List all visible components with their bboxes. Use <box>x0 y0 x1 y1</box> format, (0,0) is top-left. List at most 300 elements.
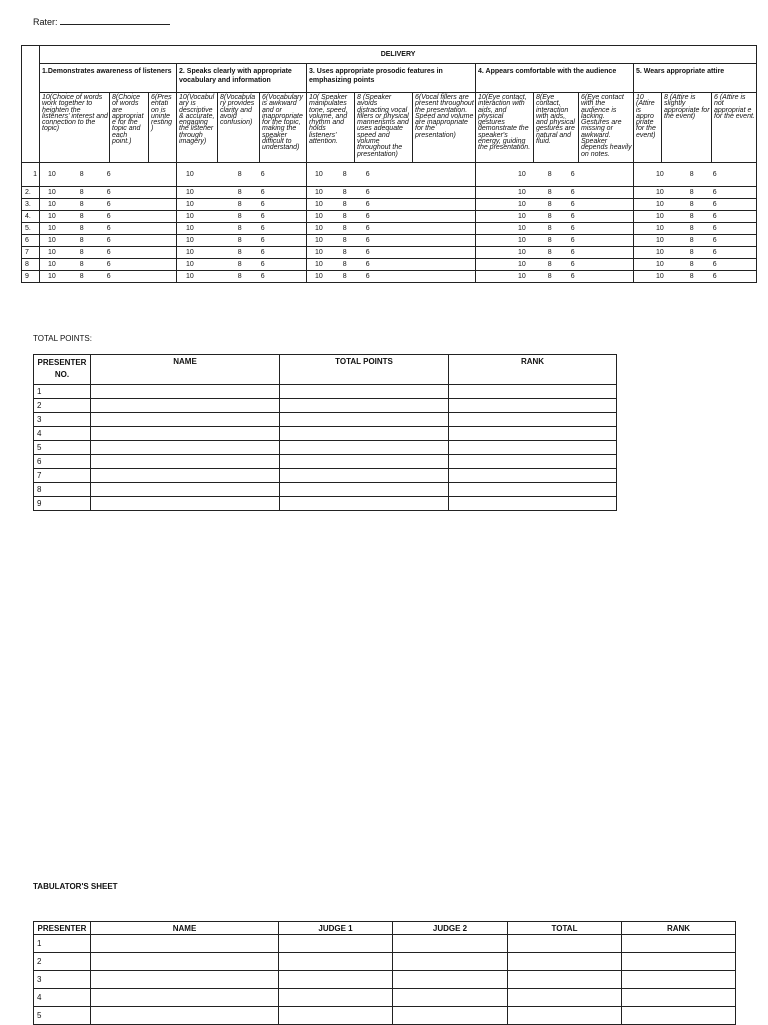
score-option[interactable]: 10 <box>656 213 664 220</box>
score-option[interactable]: 6 <box>570 225 575 232</box>
criterion-2-score-cell[interactable] <box>177 223 307 235</box>
criterion-3-score-cell[interactable] <box>307 199 476 211</box>
score-option[interactable]: 10 <box>518 171 526 178</box>
score-option[interactable]: 6 <box>365 225 370 232</box>
score-option[interactable]: 6 <box>365 261 370 268</box>
presenter-number: 7 <box>22 247 40 259</box>
score-option[interactable]: 6 <box>260 225 265 232</box>
criterion-4-score-cell[interactable] <box>476 199 634 211</box>
score-option[interactable]: 10 <box>315 201 323 208</box>
total-cell[interactable] <box>508 935 622 953</box>
score-option[interactable]: 6 <box>365 189 370 196</box>
score-option[interactable]: 10 <box>315 213 323 220</box>
score-option[interactable]: 8 <box>79 273 84 280</box>
score-option[interactable]: 10 <box>48 189 56 196</box>
criterion-4-score-cell[interactable] <box>476 259 634 271</box>
score-options <box>40 163 176 186</box>
criterion-2-score-cell[interactable] <box>177 271 307 283</box>
score-option[interactable]: 10 <box>518 213 526 220</box>
score-option[interactable]: 6 <box>260 213 265 220</box>
score-descriptor: 6 (Attire is not appropriat e for the event. <box>712 93 757 163</box>
score-row <box>22 199 757 211</box>
score-option[interactable]: 6 <box>106 171 111 178</box>
score-option[interactable]: 8 <box>79 213 84 220</box>
criterion-3-score-cell[interactable] <box>307 247 476 259</box>
presenter-number: 4 <box>34 427 91 441</box>
score-option[interactable]: 10 <box>518 189 526 196</box>
criterion-2-score-cell[interactable] <box>177 211 307 223</box>
criterion-4-score-cell[interactable] <box>476 235 634 247</box>
total-points-cell[interactable] <box>280 483 449 497</box>
judge-2-cell[interactable] <box>393 971 508 989</box>
criterion-2-score-cell[interactable] <box>177 259 307 271</box>
totals-header-3: RANK <box>449 355 617 385</box>
score-option[interactable]: 6 <box>570 171 575 178</box>
total-cell[interactable] <box>508 989 622 1007</box>
criterion-2-score-cell[interactable] <box>177 199 307 211</box>
name-cell[interactable] <box>91 953 279 971</box>
name-cell[interactable] <box>91 413 280 427</box>
score-option[interactable]: 6 <box>365 201 370 208</box>
total-cell[interactable] <box>508 1007 622 1025</box>
criterion-4-score-cell[interactable] <box>476 187 634 199</box>
judge-1-cell[interactable] <box>279 989 393 1007</box>
total-points-cell[interactable] <box>280 413 449 427</box>
judge-2-cell[interactable] <box>393 953 508 971</box>
score-option[interactable]: 6 <box>106 249 111 256</box>
presenter-number: 8 <box>34 483 91 497</box>
score-option[interactable]: 8 <box>547 189 552 196</box>
score-option[interactable]: 6 <box>570 189 575 196</box>
total-points-cell[interactable] <box>280 455 449 469</box>
criterion-4-score-cell[interactable] <box>476 271 634 283</box>
score-option[interactable]: 10 <box>315 237 323 244</box>
score-descriptor: 6(Pres entati on is uninte resting ) <box>149 93 177 163</box>
score-option[interactable]: 8 <box>79 201 84 208</box>
score-option[interactable]: 6 <box>365 237 370 244</box>
total-cell[interactable] <box>508 953 622 971</box>
score-option[interactable]: 6 <box>106 237 111 244</box>
score-option[interactable]: 8 <box>689 237 694 244</box>
score-option[interactable]: 10 <box>315 225 323 232</box>
score-option[interactable]: 8 <box>547 171 552 178</box>
criterion-3-score-cell[interactable] <box>307 271 476 283</box>
score-option[interactable]: 10 <box>656 273 664 280</box>
score-descriptor: 10(Eye contact, interaction with aids, and physical gestures demonstrate the speaker's energy, guiding the presentation. <box>476 93 534 163</box>
score-option[interactable]: 6 <box>260 201 265 208</box>
judge-2-cell[interactable] <box>393 935 508 953</box>
rank-cell[interactable] <box>622 953 736 971</box>
rater-line[interactable] <box>60 15 170 25</box>
criterion-3-score-cell[interactable] <box>307 235 476 247</box>
judge-2-cell[interactable] <box>393 989 508 1007</box>
score-descriptor: 8 (Speaker avoids distracting vocal fillers or physical mannerisms and uses adequate speed and volume throughout the presentation) <box>355 93 413 163</box>
score-option[interactable]: 6 <box>712 189 717 196</box>
total-points-cell[interactable] <box>280 469 449 483</box>
score-option[interactable]: 6 <box>260 237 265 244</box>
presenter-number: 2. <box>22 187 40 199</box>
score-options <box>177 199 306 210</box>
score-option[interactable]: 8 <box>689 213 694 220</box>
presenter-number: 9 <box>22 271 40 283</box>
score-option[interactable]: 6 <box>106 213 111 220</box>
score-option[interactable]: 8 <box>689 201 694 208</box>
judge-1-cell[interactable] <box>279 1007 393 1025</box>
score-option[interactable]: 8 <box>237 189 242 196</box>
criterion-4-score-cell[interactable] <box>476 163 634 187</box>
score-option[interactable]: 10 <box>186 273 194 280</box>
score-descriptor: 10( Speaker manipulates tone, speed, volume, and rhythm and holds listeners' attention. <box>307 93 355 163</box>
rank-cell[interactable] <box>449 497 617 511</box>
score-option[interactable]: 8 <box>237 273 242 280</box>
score-options <box>634 235 756 246</box>
name-cell[interactable] <box>91 935 279 953</box>
presenter-number: 3 <box>34 413 91 427</box>
criterion-2-score-cell[interactable] <box>177 235 307 247</box>
score-option[interactable]: 10 <box>186 201 194 208</box>
score-option[interactable]: 10 <box>315 273 323 280</box>
criterion-1-score-cell[interactable] <box>40 235 177 247</box>
score-option[interactable]: 8 <box>342 273 347 280</box>
criterion-5-score-cell[interactable] <box>634 211 757 223</box>
table-row <box>34 935 736 953</box>
score-option[interactable]: 10 <box>518 261 526 268</box>
score-option[interactable]: 6 <box>260 171 265 178</box>
score-option[interactable]: 8 <box>237 225 242 232</box>
score-option[interactable]: 8 <box>79 249 84 256</box>
rank-cell[interactable] <box>449 385 617 399</box>
name-cell[interactable] <box>91 971 279 989</box>
score-option[interactable]: 10 <box>518 273 526 280</box>
score-option[interactable]: 10 <box>518 201 526 208</box>
rank-cell[interactable] <box>622 935 736 953</box>
score-option[interactable]: 8 <box>689 273 694 280</box>
score-option[interactable]: 8 <box>237 171 242 178</box>
criterion-5-score-cell[interactable] <box>634 199 757 211</box>
score-option[interactable]: 8 <box>689 189 694 196</box>
score-option[interactable]: 10 <box>48 213 56 220</box>
presenter-number: 6 <box>34 455 91 469</box>
presenter-number: 7 <box>34 469 91 483</box>
name-cell[interactable] <box>91 497 280 511</box>
rank-cell[interactable] <box>622 971 736 989</box>
presenter-number: 3 <box>34 971 91 989</box>
rank-cell[interactable] <box>449 483 617 497</box>
score-option[interactable]: 8 <box>547 261 552 268</box>
score-option[interactable]: 8 <box>689 261 694 268</box>
criterion-2-score-cell[interactable] <box>177 247 307 259</box>
criterion-1-score-cell[interactable] <box>40 259 177 271</box>
score-option[interactable]: 8 <box>547 201 552 208</box>
name-cell[interactable] <box>91 469 280 483</box>
score-option[interactable]: 6 <box>712 261 717 268</box>
score-option[interactable]: 6 <box>260 273 265 280</box>
score-option[interactable]: 6 <box>365 171 370 178</box>
score-option[interactable]: 10 <box>518 237 526 244</box>
score-option[interactable]: 10 <box>48 171 56 178</box>
score-option[interactable]: 10 <box>518 249 526 256</box>
criterion-4: 4. Appears comfortable with the audience <box>476 64 634 93</box>
score-option[interactable]: 10 <box>186 171 194 178</box>
score-options <box>476 163 633 186</box>
criterion-1-score-cell[interactable] <box>40 163 177 187</box>
score-option[interactable]: 6 <box>260 249 265 256</box>
total-points-cell[interactable] <box>280 399 449 413</box>
score-option[interactable]: 10 <box>48 273 56 280</box>
judge-2-cell[interactable] <box>393 1007 508 1025</box>
criterion-5-score-cell[interactable] <box>634 271 757 283</box>
score-option[interactable]: 6 <box>365 249 370 256</box>
score-option[interactable]: 6 <box>712 249 717 256</box>
score-options <box>177 259 306 270</box>
judge-1-cell[interactable] <box>279 953 393 971</box>
score-option[interactable]: 10 <box>656 201 664 208</box>
rank-cell[interactable] <box>449 469 617 483</box>
criterion-5-score-cell[interactable] <box>634 163 757 187</box>
score-option[interactable]: 10 <box>656 225 664 232</box>
score-option[interactable]: 8 <box>79 171 84 178</box>
criterion-4-score-cell[interactable] <box>476 211 634 223</box>
score-option[interactable]: 6 <box>712 213 717 220</box>
presenter-number: 8 <box>22 259 40 271</box>
name-cell[interactable] <box>91 427 280 441</box>
criterion-1: 1.Demonstrates awareness of listeners <box>40 64 177 93</box>
score-option[interactable]: 6 <box>365 273 370 280</box>
criterion-4-score-cell[interactable] <box>476 223 634 235</box>
score-option[interactable]: 6 <box>106 201 111 208</box>
criterion-2-score-cell[interactable] <box>177 187 307 199</box>
rank-cell[interactable] <box>449 441 617 455</box>
criterion-2: 2. Speaks clearly with appropriate vocabulary and information <box>177 64 307 93</box>
rank-cell[interactable] <box>449 427 617 441</box>
score-option[interactable]: 10 <box>48 237 56 244</box>
score-options <box>177 211 306 222</box>
score-options <box>307 259 475 270</box>
score-descriptor: 10(Choice of words work together to heighten the listeners' interest and connection to the topic) <box>40 93 110 163</box>
total-points-cell[interactable] <box>280 385 449 399</box>
table-row <box>34 483 617 497</box>
score-option[interactable]: 6 <box>570 261 575 268</box>
name-cell[interactable] <box>91 385 280 399</box>
score-options <box>307 199 475 210</box>
score-option[interactable]: 10 <box>315 189 323 196</box>
score-option[interactable]: 8 <box>237 213 242 220</box>
score-option[interactable]: 6 <box>106 261 111 268</box>
name-cell[interactable] <box>91 989 279 1007</box>
tabulator-table <box>33 921 736 1025</box>
tabulator-header-2: JUDGE 1 <box>279 922 393 935</box>
rank-cell[interactable] <box>449 413 617 427</box>
score-option[interactable]: 10 <box>186 261 194 268</box>
score-option[interactable]: 8 <box>342 237 347 244</box>
total-points-cell[interactable] <box>280 441 449 455</box>
score-options <box>177 271 306 282</box>
table-row <box>34 953 736 971</box>
score-options <box>634 271 756 282</box>
score-option[interactable]: 8 <box>237 249 242 256</box>
score-option[interactable]: 10 <box>315 249 323 256</box>
criterion-1-score-cell[interactable] <box>40 247 177 259</box>
score-option[interactable]: 8 <box>342 213 347 220</box>
score-option[interactable]: 6 <box>570 213 575 220</box>
criterion-3-score-cell[interactable] <box>307 187 476 199</box>
criterion-5-score-cell[interactable] <box>634 259 757 271</box>
score-options <box>476 247 633 258</box>
judge-1-cell[interactable] <box>279 935 393 953</box>
score-option[interactable]: 8 <box>689 225 694 232</box>
presenter-number: 5 <box>34 1007 91 1025</box>
score-option[interactable]: 10 <box>186 213 194 220</box>
rank-cell[interactable] <box>622 989 736 1007</box>
criterion-2-score-cell[interactable] <box>177 163 307 187</box>
score-option[interactable]: 8 <box>547 237 552 244</box>
score-option[interactable]: 8 <box>689 171 694 178</box>
score-option[interactable]: 6 <box>712 201 717 208</box>
score-option[interactable]: 6 <box>260 189 265 196</box>
score-option[interactable]: 10 <box>48 249 56 256</box>
score-option[interactable]: 6 <box>365 213 370 220</box>
score-descriptor: 10 (Attire is appro priate for the event) <box>634 93 662 163</box>
score-option[interactable]: 10 <box>48 201 56 208</box>
criterion-5-score-cell[interactable] <box>634 223 757 235</box>
rater-field <box>33 15 170 27</box>
score-option[interactable]: 10 <box>656 261 664 268</box>
criterion-3-score-cell[interactable] <box>307 163 476 187</box>
score-descriptor: 8 (Attire is slightly appropriate for the event) <box>662 93 712 163</box>
score-option[interactable]: 10 <box>186 249 194 256</box>
score-option[interactable]: 6 <box>712 273 717 280</box>
score-option[interactable]: 8 <box>547 249 552 256</box>
score-option[interactable]: 6 <box>106 189 111 196</box>
rank-cell[interactable] <box>449 455 617 469</box>
table-row <box>34 455 617 469</box>
score-options <box>177 187 306 198</box>
score-options <box>634 199 756 210</box>
score-option[interactable]: 8 <box>237 201 242 208</box>
score-option[interactable]: 10 <box>186 189 194 196</box>
score-options <box>307 247 475 258</box>
presenter-number: 1 <box>34 935 91 953</box>
score-options <box>177 163 306 186</box>
score-option[interactable]: 10 <box>186 237 194 244</box>
score-option[interactable]: 10 <box>48 225 56 232</box>
score-option[interactable]: 10 <box>315 171 323 178</box>
criterion-1-score-cell[interactable] <box>40 187 177 199</box>
totals-header-0: PRESENTER NO. <box>34 355 91 385</box>
score-option[interactable]: 6 <box>260 261 265 268</box>
score-option[interactable]: 6 <box>712 225 717 232</box>
score-option[interactable]: 6 <box>570 237 575 244</box>
score-option[interactable]: 6 <box>106 225 111 232</box>
criterion-5-score-cell[interactable] <box>634 187 757 199</box>
judge-1-cell[interactable] <box>279 971 393 989</box>
criterion-3-score-cell[interactable] <box>307 223 476 235</box>
score-options <box>177 235 306 246</box>
score-option[interactable]: 8 <box>342 201 347 208</box>
score-option[interactable]: 8 <box>237 237 242 244</box>
score-option[interactable]: 10 <box>656 249 664 256</box>
score-descriptor: 6(Vocabulary is awkward and or inappropriate for the topic, making the speaker difficult to understand) <box>260 93 307 163</box>
score-options <box>307 271 475 282</box>
criterion-1-score-cell[interactable] <box>40 211 177 223</box>
score-option[interactable]: 8 <box>79 225 84 232</box>
score-option[interactable]: 8 <box>79 237 84 244</box>
total-cell[interactable] <box>508 971 622 989</box>
score-options <box>40 271 176 282</box>
rater-label: Rater: <box>33 17 58 27</box>
score-options <box>476 187 633 198</box>
score-option[interactable]: 6 <box>712 171 717 178</box>
criterion-3-score-cell[interactable] <box>307 259 476 271</box>
score-descriptor: 10(Vocabul ary is descriptive & accurate, engaging the listener through imagery) <box>177 93 218 163</box>
table-row <box>34 1007 736 1025</box>
score-option[interactable]: 10 <box>315 261 323 268</box>
name-cell[interactable] <box>91 1007 279 1025</box>
tabulator-sheet-title: TABULATOR'S SHEET <box>33 882 118 891</box>
score-options <box>634 187 756 198</box>
score-options <box>40 187 176 198</box>
name-cell[interactable] <box>91 441 280 455</box>
score-option[interactable]: 10 <box>656 237 664 244</box>
score-option[interactable]: 6 <box>712 237 717 244</box>
score-option[interactable]: 10 <box>656 189 664 196</box>
rank-cell[interactable] <box>449 399 617 413</box>
score-option[interactable]: 8 <box>689 249 694 256</box>
score-option[interactable]: 10 <box>656 171 664 178</box>
total-points-title: TOTAL POINTS: <box>33 334 92 343</box>
score-option[interactable]: 10 <box>518 225 526 232</box>
table-row <box>34 441 617 455</box>
score-option[interactable]: 10 <box>48 261 56 268</box>
criterion-5-score-cell[interactable] <box>634 235 757 247</box>
score-option[interactable]: 8 <box>342 189 347 196</box>
score-option[interactable]: 8 <box>342 261 347 268</box>
score-options <box>634 223 756 234</box>
presenter-number: 9 <box>34 497 91 511</box>
criterion-1-score-cell[interactable] <box>40 271 177 283</box>
score-option[interactable]: 8 <box>237 261 242 268</box>
score-options <box>634 211 756 222</box>
score-option[interactable]: 8 <box>547 213 552 220</box>
score-option[interactable]: 8 <box>79 261 84 268</box>
score-option[interactable]: 8 <box>547 273 552 280</box>
rank-cell[interactable] <box>622 1007 736 1025</box>
score-option[interactable]: 8 <box>342 225 347 232</box>
name-cell[interactable] <box>91 483 280 497</box>
score-row <box>22 247 757 259</box>
score-option[interactable]: 6 <box>570 273 575 280</box>
name-cell[interactable] <box>91 399 280 413</box>
criterion-5-score-cell[interactable] <box>634 247 757 259</box>
presenter-number: 1 <box>34 385 91 399</box>
criterion-3-score-cell[interactable] <box>307 211 476 223</box>
score-option[interactable]: 6 <box>106 273 111 280</box>
total-points-cell[interactable] <box>280 427 449 441</box>
score-option[interactable]: 8 <box>79 189 84 196</box>
criterion-4-score-cell[interactable] <box>476 247 634 259</box>
delivery-rubric-table <box>21 45 757 283</box>
score-option[interactable]: 8 <box>342 171 347 178</box>
name-cell[interactable] <box>91 455 280 469</box>
score-option[interactable]: 6 <box>570 249 575 256</box>
score-option[interactable]: 8 <box>547 225 552 232</box>
score-option[interactable]: 10 <box>186 225 194 232</box>
total-points-cell[interactable] <box>280 497 449 511</box>
score-option[interactable]: 8 <box>342 249 347 256</box>
score-option[interactable]: 6 <box>570 201 575 208</box>
criterion-1-score-cell[interactable] <box>40 223 177 235</box>
criterion-1-score-cell[interactable] <box>40 199 177 211</box>
